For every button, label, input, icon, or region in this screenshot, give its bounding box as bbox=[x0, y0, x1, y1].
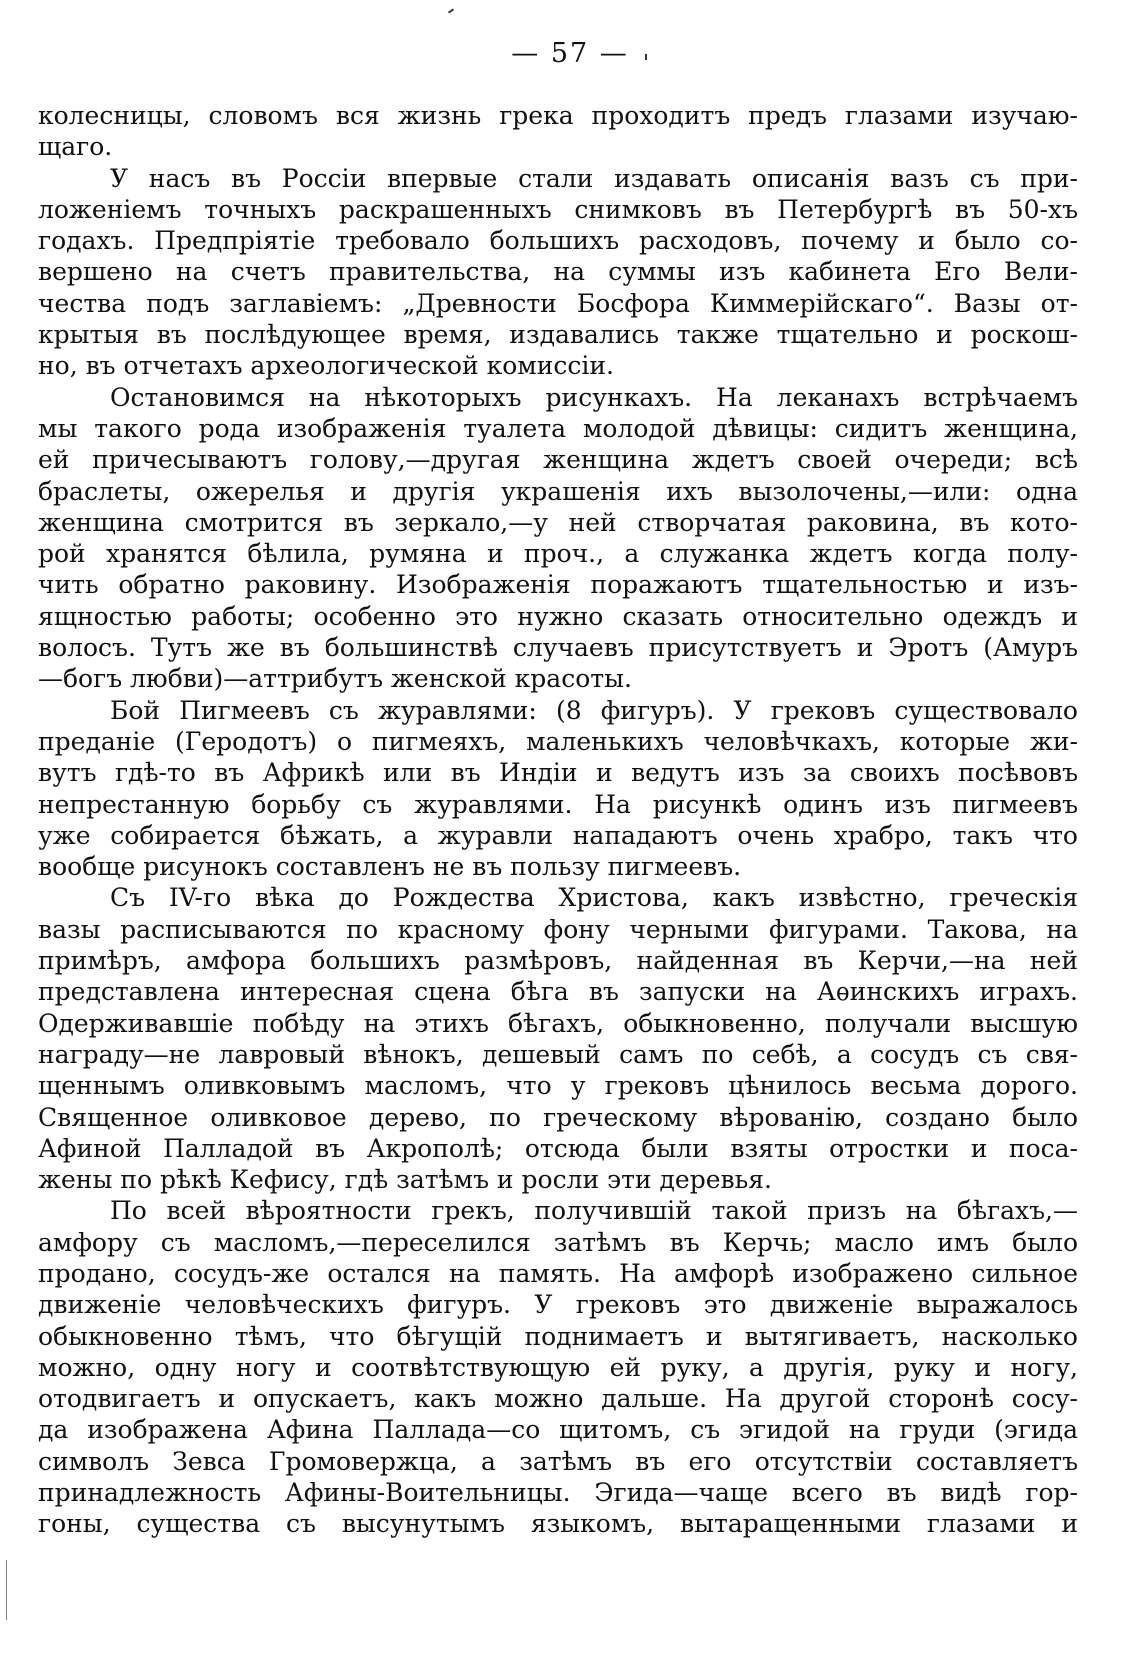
text-line: движеніе человѣческихъ фигуръ. У грековъ это движеніе выражалось bbox=[38, 1290, 1078, 1320]
text-line: чества подъ заглавіемъ: „Древности Босфора Киммерійскаго“. Вазы от- bbox=[38, 288, 1078, 318]
text-line: годахъ. Предпріятіе требовало большихъ расходовъ, почему и было со- bbox=[38, 226, 1078, 256]
text-line: волосъ. Тутъ же въ большинствѣ случаевъ присутствуетъ и Эротъ (Амуръ bbox=[38, 633, 1078, 663]
text-line: да изображена Афина Паллада—со щитомъ, съ эгидой на груди (эгида bbox=[38, 1415, 1078, 1445]
text-line: обыкновенно тѣмъ, что бѣгущій поднимаетъ и вытягиваетъ, насколько bbox=[38, 1321, 1078, 1351]
text-line: но, въ отчетахъ археологической комиссіи. bbox=[38, 351, 614, 381]
scan-speck bbox=[6, 1560, 7, 1620]
text-line: ложеніемъ точныхъ раскрашенныхъ снимковъ въ Петербургѣ въ 50-хъ bbox=[38, 194, 1078, 224]
text-line: щеннымъ оливковымъ масломъ, что у грековъ цѣнилось весьма дорого. bbox=[38, 1071, 1078, 1101]
text-line: рой хранятся бѣлила, румяна и проч., а служанка ждетъ когда полу- bbox=[38, 539, 1078, 569]
text-line: ей причесываютъ голову,—другая женщина ждетъ своей очереди; всѣ bbox=[38, 445, 1078, 475]
text-line: гоны, существа съ высунутымъ языкомъ, вытаращенными глазами и bbox=[38, 1509, 1078, 1539]
text-line: Афиной Палладой въ Акрополѣ; отсюда были взяты отростки и поса- bbox=[38, 1133, 1078, 1163]
text-line: У насъ въ Россіи впервые стали издавать описанія вазъ съ при- bbox=[110, 163, 1078, 193]
text-line: награду—не лавровый вѣнокъ, дешевый самъ по себѣ, а сосудъ съ свя- bbox=[38, 1039, 1078, 1069]
text-line: вершено на счетъ правительства, на суммы изъ кабинета Его Вели- bbox=[38, 257, 1078, 287]
text-line: женщина смотрится въ зеркало,—у ней створчатая раковина, въ кото- bbox=[38, 507, 1078, 537]
text-line: непрестанную борьбу съ журавлями. На рисункѣ одинъ изъ пигмеевъ bbox=[38, 789, 1078, 819]
text-line: вутъ гдѣ-то въ Африкѣ или въ Индіи и ведутъ изъ за своихъ посѣвовъ bbox=[38, 758, 1078, 788]
text-line: уже собирается бѣжать, а журавли нападаютъ очень храбро, такъ что bbox=[38, 820, 1078, 850]
text-line: амфору съ масломъ,—переселился затѣмъ въ Керчь; масло имъ было bbox=[38, 1227, 1078, 1257]
text-line: По всей вѣроятности грекъ, получившій такой призъ на бѣгахъ,— bbox=[110, 1196, 1078, 1226]
text-line: примѣръ, амфора большихъ размѣровъ, найденная въ Керчи,—на ней bbox=[38, 946, 1078, 976]
text-line: ящностью работы; особенно это нужно сказать относительно одеждъ и bbox=[38, 601, 1078, 631]
text-line: Священное оливковое дерево, по греческому вѣрованію, создано было bbox=[38, 1102, 1078, 1132]
text-line: вазы расписываются по красному фону черными фигурами. Такова, на bbox=[38, 914, 1078, 944]
text-line: чить обратно раковину. Изображенія поражаютъ тщательностью и изъ- bbox=[38, 570, 1078, 600]
text-line: представлена интересная сцена бѣга въ запуски на Аѳинскихъ играхъ. bbox=[38, 977, 1078, 1007]
text-line: символъ Зевса Громовержца, а затѣмъ въ его отсутствіи составляетъ bbox=[38, 1446, 1078, 1476]
text-line: крытыя въ послѣдующее время, издавались также тщательно и роскош- bbox=[38, 320, 1078, 350]
text-line: браслеты, ожерелья и другія украшенія ихъ вызолочены,—или: одна bbox=[38, 476, 1078, 506]
text-line: Съ IV-го вѣка до Рождества Христова, какъ извѣстно, греческія bbox=[110, 883, 1078, 913]
text-line: Одерживавшіе побѣду на этихъ бѣгахъ, обыкновенно, получали высшую bbox=[38, 1008, 1078, 1038]
text-line: отодвигаетъ и опускаетъ, какъ можно дальше. На другой сторонѣ сосу- bbox=[38, 1384, 1078, 1414]
text-line: можно, одну ногу и соотвѣтствующую ей руку, а другія, руку и ногу, bbox=[38, 1352, 1078, 1382]
text-line: мы такого рода изображенія туалета молодой дѣвицы: сидитъ женщина, bbox=[38, 413, 1078, 443]
text-line: жены по рѣкѣ Кефису, гдѣ затѣмъ и росли эти деревья. bbox=[38, 1165, 772, 1195]
text-line: вообще рисунокъ составленъ не въ пользу пигмеевъ. bbox=[38, 852, 742, 882]
text-line: продано, сосудъ-же остался на память. На амфорѣ изображено сильное bbox=[38, 1258, 1078, 1288]
text-line: щаго. bbox=[38, 132, 113, 162]
scan-speck bbox=[448, 8, 454, 13]
text-line: Остановимся на нѣкоторыхъ рисункахъ. На леканахъ встрѣчаемъ bbox=[110, 382, 1078, 412]
text-line: —богъ любви)—аттрибутъ женской красоты. bbox=[38, 664, 632, 694]
scan-speck bbox=[645, 54, 647, 60]
text-line: колесницы, словомъ вся жизнь грека проходитъ предъ глазами изучаю- bbox=[38, 101, 1078, 130]
text-line: принадлежность Афины-Воительницы. Эгида—чаще всего въ видѣ гор- bbox=[38, 1478, 1078, 1508]
text-line: Бой Пигмеевъ съ журавлями: (8 фигуръ). У грековъ существовало bbox=[110, 695, 1078, 725]
body-text bbox=[38, 100, 1078, 1540]
page-number: — 57 — bbox=[511, 38, 629, 69]
text-line: преданіе (Геродотъ) о пигмеяхъ, маленькихъ человѣчкахъ, которые жи- bbox=[38, 726, 1078, 756]
